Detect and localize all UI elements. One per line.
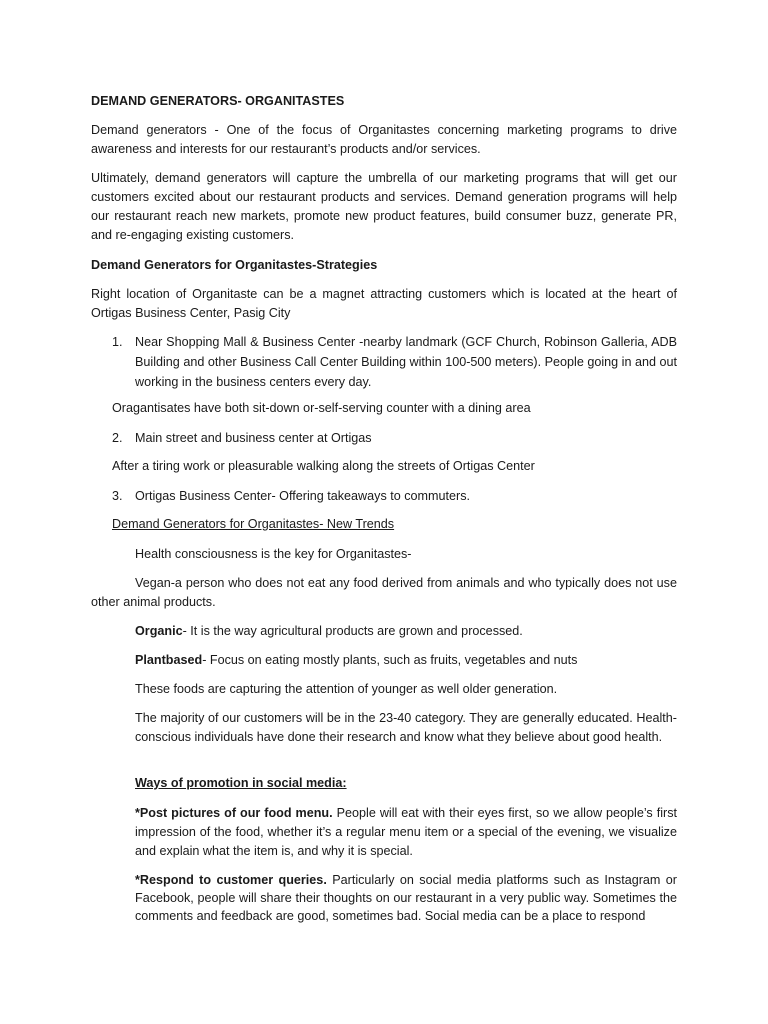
heading-ways-of-promotion: Ways of promotion in social media:: [135, 776, 347, 790]
paragraph-capturing: These foods are capturing the attention of younger as well older generation.: [135, 682, 558, 696]
paragraph-organic: Organic- It is the way agricultural products are grown and processed.: [135, 624, 523, 638]
heading-strategies: Demand Generators for Organitastes-Strategies: [91, 258, 378, 272]
paragraph-ultimately: Ultimately, demand generators will capture the umbrella of our marketing programs that will get our customers excited about our restaurant products and services. Demand generation programs will help our restaurant reach new markets, promote new product features, build consumer buzz, generate PR, and re-engaging existing customers.: [91, 171, 677, 242]
paragraph-health-key: Health consciousness is the key for Organitastes-: [135, 547, 412, 561]
paragraph-vegan: Vegan-a person who does not eat any food derived from animals and who typically does not use other animal products.: [91, 576, 677, 609]
heading-new-trends: Demand Generators for Organitastes- New Trends: [112, 517, 395, 531]
paragraph-post-pictures: *Post pictures of our food menu. People will eat with their eyes first, so we allow people’s first impression of the food, whether it’s a regular menu item or a special of the evening, we visualize and explain what the item is, and why it is special.: [135, 806, 677, 858]
list-text: Main street and business center at Ortigas: [135, 431, 372, 445]
list-item-2: [112, 428, 677, 448]
list-number: 3.: [112, 489, 123, 503]
paragraph-right-location: Right location of Organitaste can be a magnet attracting customers which is located at the heart of Ortigas Business Center, Pasig City: [91, 287, 677, 320]
paragraph-plantbased: Plantbased- Focus on eating mostly plants, such as fruits, vegetables and nuts: [135, 653, 578, 667]
list-text: Ortigas Business Center- Offering takeaways to commuters.: [135, 489, 471, 503]
list-item-3: [112, 486, 677, 506]
list-item-1: [112, 332, 677, 392]
list-number: 2.: [112, 431, 123, 445]
paragraph-majority: The majority of our customers will be in the 23-40 category. They are generally educated. Health-conscious individuals have done their research and know what they believe about good health.: [135, 711, 677, 744]
note-sit-down: Oragantisates have both sit-down or-self-serving counter with a dining area: [112, 401, 531, 415]
paragraph-demand-generators: Demand generators - One of the focus of Organitastes concerning marketing programs to drive awareness and interests for our restaurant’s products and/or services.: [91, 123, 677, 156]
list-number: 1.: [112, 335, 123, 349]
list-text: Near Shopping Mall & Business Center -nearby landmark (GCF Church, Robinson Galleria, ADB Building and other Business Call Center Building within 100-500 meters). People going in and out working in the business centers every day.: [135, 335, 677, 389]
note-tiring-work: After a tiring work or pleasurable walking along the streets of Ortigas Center: [112, 459, 535, 473]
paragraph-respond-queries: *Respond to customer queries. Particularly on social media platforms such as Instagram or Facebook, people will share their thoughts on our restaurant in a very public way. Sometimes the comments and feedback are good, sometimes bad. Social media can be a place to respond: [135, 873, 678, 923]
document-title: DEMAND GENERATORS- ORGANITASTES: [91, 94, 345, 108]
